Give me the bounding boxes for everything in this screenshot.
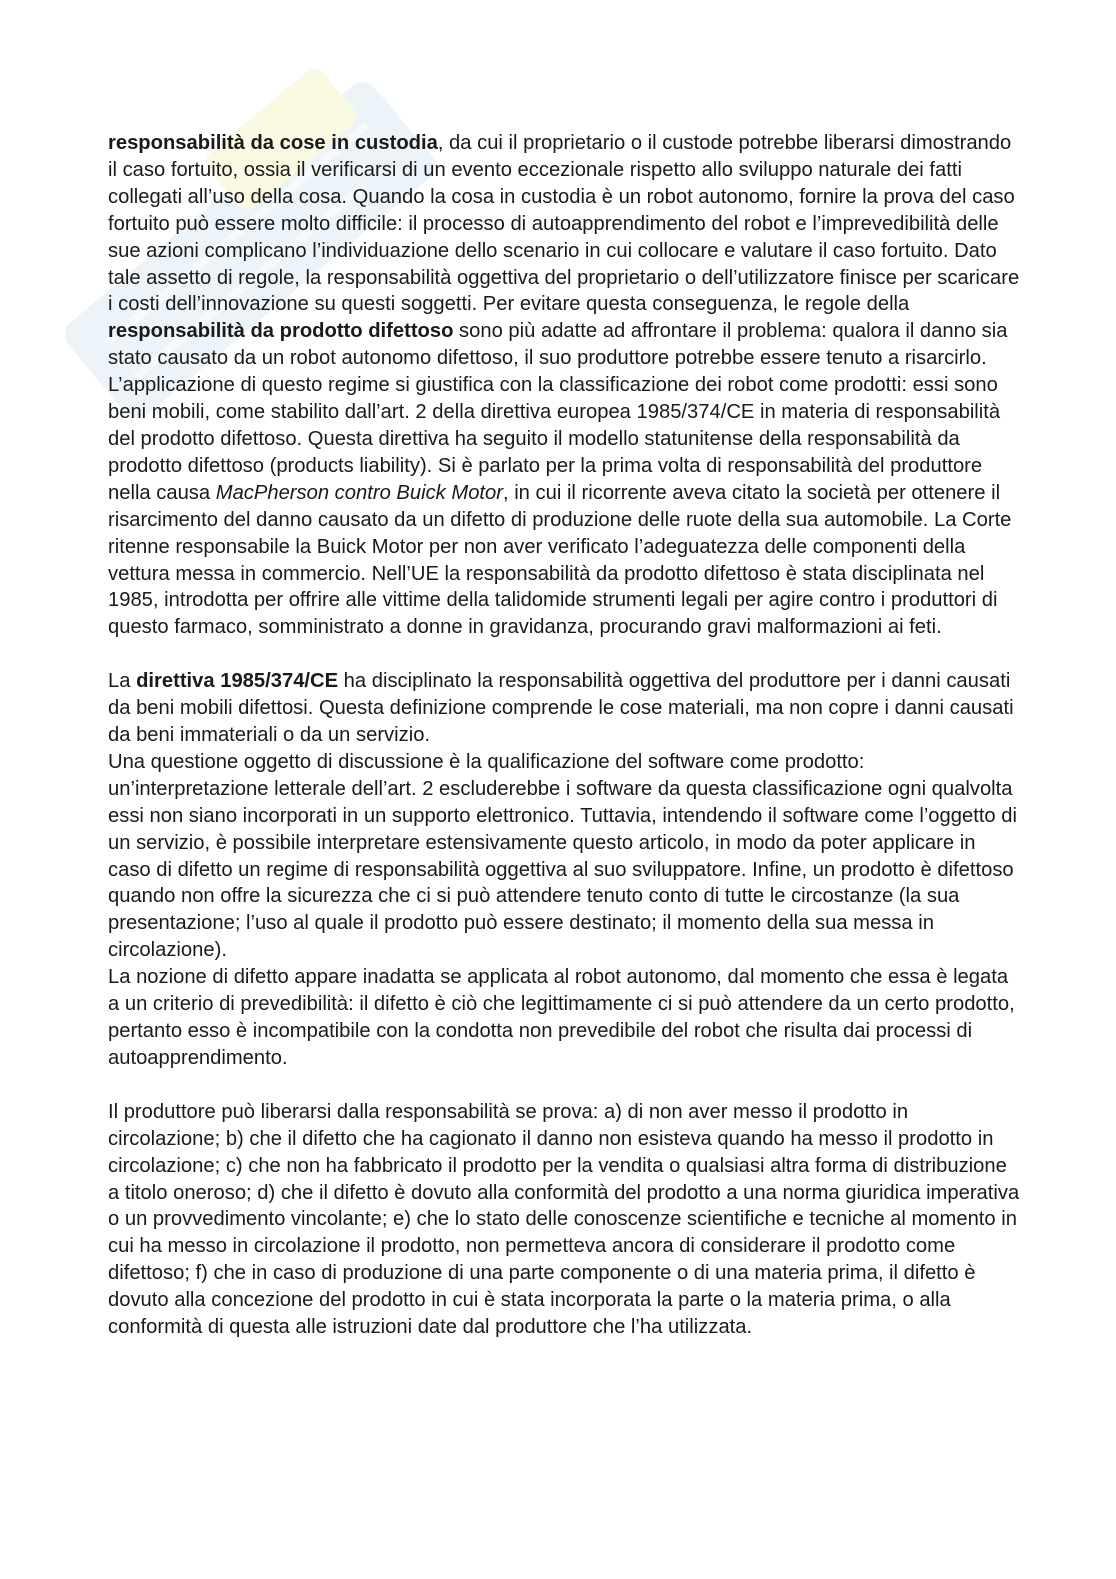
paragraph-text: , in cui il ricorrente aveva citato la società per ottenere il risarcimento del danno causato da un difetto di produzione delle ruote della sua automobile. La Corte ritenne responsabile la Buick Motor per non aver verificato l’adeguatezza delle componenti della vettura messa in commercio. Nell’UE la responsabilità da prodotto difettoso è stata disciplinata nel 1985, introdotta per offrire alle vittime della talidomide strumenti legali per agire contro i produttori di questo farmaco, somministrato a donne in gravidanza, procurando gravi malformazioni ai feti. [108,481,1012,639]
paragraph-custodia [108,130,1023,641]
bold-term: responsabilità da prodotto difettoso [108,320,454,343]
paragraph-difetto: La nozione di difetto appare inadatta se applicata al robot autonomo, dal momento che essa è legata a un criterio di prevedibilità: il difetto è ciò che legittimamente ci si può attendere da un certo prodotto, pertanto esso è incompatibile con la condotta non prevedibile del robot che risulta dai processi di autoapprendimento. [108,966,1015,1069]
paragraph-text: , da cui il proprietario o il custode potrebbe liberarsi dimostrando il caso fortuito, ossia il verificarsi di un evento eccezionale rispetto allo sviluppo naturale dei fatti collegati all’uso della cosa. Quando la cosa in custodia è un robot autonomo, fornire la prova del caso fortuito può essere molto difficile: il processo di autoapprendimento del robot e l’imprevedibilità delle sue azioni complicano l’individuazione dello scenario in cui collocare e valutare il caso fortuito. Dato tale assetto di regole, la responsabilità oggettiva del proprietario o dell’utilizzatore finisce per scaricare i costi dell’innovazione su questi soggetti. Per evitare questa conseguenza, le regole della [108,132,1020,316]
paragraph-text: sono più adatte ad affrontare il problema: qualora il danno sia stato causato da un robot autonomo difettoso, il suo produttore potrebbe essere tenuto a risarcirlo. L’applicazione di questo regime si giustifica con la classificazione dei robot come prodotti: essi sono beni mobili, come stabilito dall’art. 2 della direttiva europea 1985/374/CE in materia di responsabilità del prodotto difettoso. Questa direttiva ha seguito il modello statunitense della responsabilità da prodotto difettoso (products liability). Si è parlato per la prima volta di responsabilità del produttore nella causa [108,320,1008,504]
paragraph-text: ha disciplinato la responsabilità oggettiva del produttore per i danni causati da beni mobili difettosi. Questa definizione comprende le cose materiali, ma non copre i danni causati da beni immateriali o da un servizio. [108,670,1014,747]
paragraph-text: La [108,670,137,693]
bold-term: direttiva 1985/374/CE [136,670,339,693]
paragraph-direttiva [108,668,1023,749]
bold-term: responsabilità da cose in custodia [108,132,438,154]
paragraph-esimenti: Il produttore può liberarsi dalla responsabilità se prova: a) di non aver messo il prodotto in circolazione; b) che il difetto che ha cagionato il danno non esisteva quando ha messo il prodotto in circolazione; c) che non ha fabbricato il prodotto per la vendita o qualsiasi altra forma di distribuzione a titolo oneroso; d) che il difetto è dovuto alla conformità del prodotto a una norma giuridica imperativa o un provvedimento vincolante; e) che lo stato delle conoscenze scientifiche e tecniche al momento in cui ha messo in circolazione il prodotto, non permetteva ancora di considerare il prodotto come difettoso; f) che in caso di produzione di una parte componente o di una materia prima, il difetto è dovuto alla concezione del prodotto in cui è stata incorporata la parte o la materia prima, o alla conformità di questa alle istruzioni date dal produttore che l’ha utilizzata. [108,1100,1020,1339]
document-body [108,130,1023,1341]
case-name: MacPherson contro Buick Motor [215,481,503,504]
paragraph-software: Una questione oggetto di discussione è la qualificazione del software come prodotto: un’interpretazione letterale dell’art. 2 escluderebbe i software da questa classificazione ogni qualvolta essi non siano incorporati in un supporto elettronico. Tuttavia, intendendo il software come l’oggetto di un servizio, è possibile interpretare estensivamente questo articolo, in modo da poter applicare in caso di difetto un regime di responsabilità oggettiva al suo sviluppatore. Infine, un prodotto è difettoso quando non offre la sicurezza che ci si può attendere tenuto conto di tutte le circostanze (la sua presentazione; l’uso al quale il prodotto può essere destinato; il momento della sua messa in circolazione). [108,750,1017,962]
